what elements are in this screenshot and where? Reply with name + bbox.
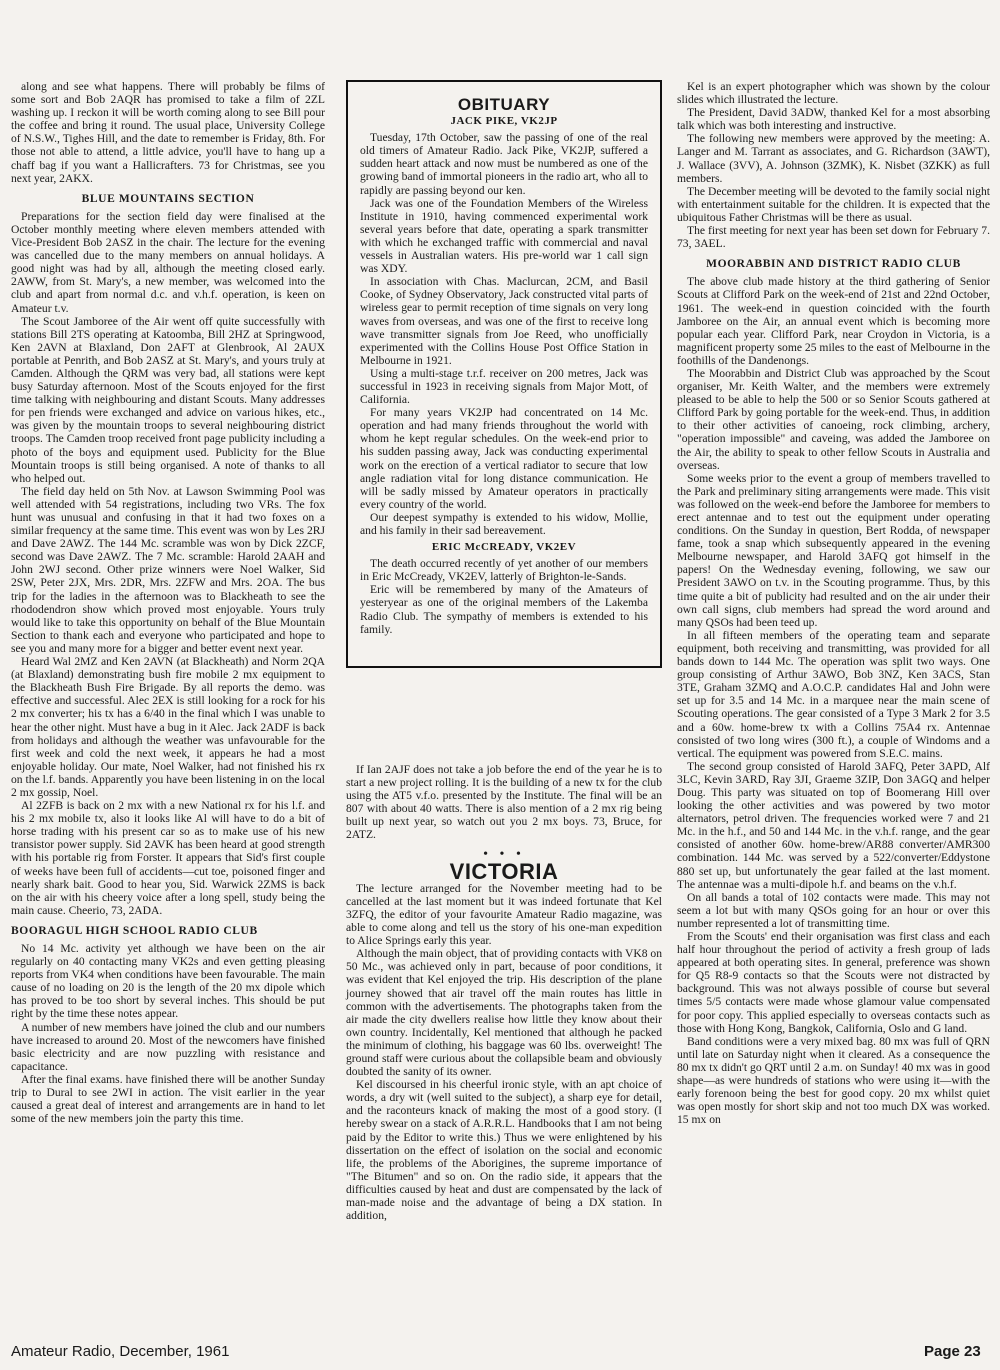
paragraph: Tuesday, 17th October, saw the passing of one of the real old timers of Amateur Radio. Jack Pike, VK2JP, suffered a sudden heart attack and now must be numbered as one of the growing band of immortal pioneers in the radio art, who all to rapidly are passing beyond our ken. xyxy=(360,131,648,197)
paragraph: The lecture arranged for the November meeting had to be cancelled at the last moment but it was indeed fortunate that Kel 3ZFQ, the editor of your favourite Amateur Radio magazine, was able to come along and tell us the story of his one-man expedition to Alice Springs early this year. xyxy=(346,881,662,948)
paragraph: For many years VK2JP had concentrated on 14 Mc. operation and had many friends throughout the world with whom he kept regular schedules. On the week-end prior to his sudden passing away, Jack was conducting experimental work on the erection of a vertical radiator to secure that low angle radiation vital for long distance communication. He will be sadly missed by Amateur operators in practically every country of the world. xyxy=(360,406,648,511)
paragraph: In all fifteen members of the operating team and separate equipment, both receiving and transmitting, was provided for all bands down to 144 Mc. The operation was split two ways. One group consisting of Arthur 3AWO, Bob 3NZ, Ken 3ACS, Stan 3TE, Graham 3ZMQ and A.O.C.P. candidates Hal and John were set up for 3.5 and 14 Mc. in a marquee near the main scene of Scouting operations. The gear consisted of a Type 3 Mark 2 for 3.5 and a 60w. home-brew tx with a Collins 75A4 rx. Antennae consisted of two long wires (300 ft.), a couple of Windoms and a vertical. The equipment was powered from S.E.C. mains. xyxy=(677,628,990,760)
paragraph: along and see what happens. There will probably be films of some sort and Bob 2AQR has promised to take a film of 2ZL washing up. I reckon it will be worth coming along to see Bill pour the coffee and bring it round. The usual place, University College of N.S.W., Tighes Hill, and the date to remember is Friday, 8th. For those not able to attend, a little advice, you'll have to hang up a chaff bag if you want a Hallicrafters. 73 for Christmas, see you next year, 2AKX. xyxy=(11,80,325,185)
paragraph: Using a multi-stage t.r.f. receiver on 200 metres, Jack was successful in 1923 in receiving signals from Major Mott, of California. xyxy=(360,366,648,407)
section-heading-victoria: VICTORIA xyxy=(449,858,559,884)
paragraph: The first meeting for next year has been set down for February 7. 73, 3AEL. xyxy=(677,224,990,251)
paragraph: Heard Wal 2MZ and Ken 2AVN (at Blackheath) and Norm 2QA (at Blaxland) demonstrating bush fire mobile 2 mx equipment to the Blackheath Bush Fire Brigade. By all reports the demo. was effective and successful. Alec 2EX is still looking for a rock for his 2 mx converter; his tx has a 6/40 in the final which I was unable to hear the other night. Must have a bug in it Alec. Jack 2ADF is back from holidays and although the weather was unfavourable for the first week and cold the next week, it appears he had a most enjoyable holiday. Our mate, Noel Walker, had not finished his rx on the l.f. bands. Apparently you have been listening in on the local 2 mx gossip, Noel. xyxy=(11,655,325,799)
paragraph: Our deepest sympathy is extended to his widow, Mollie, and his family in their sad bereavement. xyxy=(360,510,648,537)
paragraph: If Ian 2AJF does not take a job before the end of the year he is to start a new project rolling. It is the building of a new tx for the club using the AT5 v.f.o. presented by the Institute. The final will be an 807 with about 40 watts. There is also mention of a 2 mx rig being built up next year, so watch out you 2 mx boys. 73, Bruce, for 2ATZ. xyxy=(346,763,662,842)
paragraph: Kel discoursed in his cheerful ironic style, with an apt choice of words, a dry wit (well suited to the subject), a sharp eye for detail, and the raconteurs knack of making the most of a good story. (I hereby swear on a stack of A.R.R.L. Handbooks that I am not being paid by the Editor to write this.) Thus we were enlightened by his dissertation on the effect of isolation on the social and economic life, the problems of the Aborigines, the supreme importance of "The Bitumen" and so on. On the radio side, it appears that the difficulties caused by heat and dust are compensated by the lack of man-made noise and the advantage of being a DX station. In addition, xyxy=(346,1078,662,1223)
paragraph: The Moorabbin and District Club was approached by the Scout organiser, Mr. Keith Walter, and the members were extremely pleased to be able to help the 500 or so Senior Scouts gathered at Clifford Park by going portable for the week-end. Thus, in addition to their other activities of canoeing, rock climbing, archery, "operation impossible" and caveing, was added the Jamboree on the Air, the ability to speak to other fellow Scouts in Australia and overseas. xyxy=(677,366,990,472)
paragraph: After the final exams. have finished there will be another Sunday trip to Dural to see 2WI in action. The visit earlier in the year caused a great deal of interest and arrangements are in hand to let some of the new members join the party this time. xyxy=(11,1072,325,1126)
paragraph: Some weeks prior to the event a group of members travelled to the Park and preliminary siting arrangements were made. This visit was followed on the week-end before the Jamboree for members to erect antennae and to test out the equipment under operating conditions. On the Sunday in question, Bert Rodda, of newspaper fame, took a snap which subsequently appeared in the evening Melbourne newspaper, and Harold 3AFQ got himself in the papers! On the Wednesday evening, following, we saw our President 3AWO on t.v. in the Scouting programme. Thus, by this time quite a bit of publicity had resulted and on the air under their own call signs, club members had spread the word around and many QSOs had been teed up. xyxy=(677,471,990,629)
paragraph: No 14 Mc. activity yet although we have been on the air regularly on 40 contacting many VK2s and even getting pleasing reports from VK4 when conditions have been favourable. The main cause of no loading on 20 is the length of the 20 mx dipole which has proved to be too short by several inches. This should be put right by the time these notes appear. xyxy=(11,942,325,1021)
obituary-title: OBITUARY xyxy=(457,95,551,114)
paragraph: The above club made history at the third gathering of Senior Scouts at Clifford Park on the week-end of 21st and 22nd October, 1961. The week-end in question coincided with the fourth Jamboree on the Air, an annual event which is becoming more popular each year. Clifford Park, near Croydon in Victoria, is a magnificent property some 25 miles to the east of Melbourne in the foothills of the Dandenongs. xyxy=(677,275,990,367)
section-separator: • • • xyxy=(483,846,525,862)
footer-publication: Amateur Radio, December, 1961 xyxy=(11,1343,230,1360)
obituary-name: JACK PIKE, VK2JP xyxy=(450,115,558,128)
paragraph: The field day held on 5th Nov. at Lawson Swimming Pool was well attended with 54 registrations, including two VRs. The fox hunt was unusual and confusing in that it had two foxes on a similar frequency at the same time. This event was won by Les 2RJ and Dave 2AWZ. The 144 Mc. scramble was won by Dick 2ZCF, second was Dave 2AWZ. The 7 Mc. scramble: Harold 2AAH and John 2WJ second. Other prize winners were Noel Walker, Sid 2SW, Peter 2JX, Mrs. 2DR, Mrs. 2ZFW and Mrs. 2OA. The bus trip for the ladies in the afternoon was to Blackheath to see the rhododendron show which proved most enjoyable. Yours truly would like to take this opportunity on behalf of the Blue Mountain Section to thank each and everyone who participated and hope to see you and many more for a bigger and better event next year. xyxy=(11,484,325,655)
paragraph: Kel is an expert photographer which was shown by the colour slides which illustrated the lecture. xyxy=(677,80,990,107)
paragraph: Although the main object, that of providing contacts with VK8 on 50 Mc., was achieved only in part, because of poor conditions, it was evident that Kel enjoyed the trip. His description of the plane journey showed that air travel off the main routes has little in common with the advertisements. The photographs taken from the air made the city dwellers realise how little they know about their own country. Incidentally, Kel mentioned that although he packed the minimum of clothing, his baggage was 60 lbs. overweight! The ground staff were curious about the collapsible beam and obviously doubted the sanity of its owner. xyxy=(346,947,663,1079)
paragraph: The following new members were approved by the meeting: A. Langer and M. Tarrant as associates, and G. Richardson (3AWT), J. Wallace (3VV), A. Johnson (3ZMK), K. Nisbet (3ZKK) as full members. xyxy=(677,132,990,185)
paragraph: The death occurred recently of yet another of our members in Eric McCready, VK2EV, latterly of Brighton-le-Sands. xyxy=(360,557,648,584)
paragraph: Preparations for the section field day were finalised at the October monthly meeting where eleven members attended with Vice-President Bob 2ASZ in the chair. The lecture for the evening was cancelled due to the many members on annual holidays. A good night was had by all, although the meeting closed early. 2AWW, from St. Mary's, a new member, was welcomed into the club and apart from normal d.c. and v.h.f. operation, is keen on Amateur t.v. xyxy=(11,209,325,315)
paragraph: Jack was one of the Foundation Members of the Wireless Institute in 1910, having commenced experimental work several years before that date, operating a spark transmitter with which he exchanged traffic with commercial and naval vessels in Australian waters. His pre-world war 1 call sign was XDY. xyxy=(360,196,648,276)
column-middle-lower xyxy=(346,763,662,1222)
paragraph: A number of new members have joined the club and our numbers have increased to around 20. Most of the newcomers have finished basic electricity and are now puzzling with resistance and capacitance. xyxy=(11,1020,325,1073)
paragraph: The Scout Jamboree of the Air went off quite successfully with stations Bill 2TS operating at Katoomba, Bill 2HZ at Springwood, Ken 2AVN at Blaxland, Don 2AFT at Glenbrook, Al 2AUX portable at Penrith, and Bob 2ASZ at St. Mary's, and yours truly at Camden. Although the QRM was very bad, all stations were kept busy Saturday afternoon. Most of the Scouts enjoyed for the first time talking with neighbouring and distant Scouts. Many addresses for pen friends were exchanged and advice on various hikes, etc., was given by the mountain troops to several neighbouring district troops. The Camden troop received front page publicity including a photo of the boys and equipment used. Publicity for the Blue Mountain troops is still being organised. A note of thanks to all who helped out. xyxy=(11,314,325,485)
paragraph: The President, David 3ADW, thanked Kel for a most absorbing talk which was both interesting and instructive. xyxy=(677,106,990,133)
section-heading-booragul: BOORAGUL HIGH SCHOOL RADIO CLUB xyxy=(11,924,258,937)
obituary-name: ERIC McCREADY, VK2EV xyxy=(431,541,577,554)
paragraph: Eric will be remembered by many of the Amateurs of yesteryear as one of the original members of the Lakemba Radio Club. The sympathy of members is extended to his family. xyxy=(360,583,648,636)
paragraph: On all bands a total of 102 contacts were made. This may not seem a lot but with many QSOs going for an hour or over this number represented a lot of transmitting time. xyxy=(677,890,990,930)
paragraph: Al 2ZFB is back on 2 mx with a new National rx for his l.f. and his 2 mx mobile tx, also it looks like Al will have to do a bit of horse trading with his present car so as to make use of his new transistor power supply. Sid 2AVK has been heard at good strength with his portable rig from Forster. It appears that Sid's first couple of weeks have been full of accidents—cut toe, poisoned finger and nearly shark bait. Good to hear you, Sid. Warwick 2ZMS is back on the air with his cheery voice after a long spell, study being the main cause. Cheerio, 73, 2ADA. xyxy=(11,799,325,917)
section-heading-moorabbin: MOORABBIN AND DISTRICT RADIO CLUB xyxy=(706,258,961,271)
column-left xyxy=(11,80,325,1125)
paragraph: The December meeting will be devoted to the family social night with entertainment suitable for the children. It is expected that the ubiquitous Father Christmas will be there as usual. xyxy=(677,184,990,224)
page-number: Page 23 xyxy=(924,1343,981,1360)
paragraph: In association with Chas. Maclurcan, 2CM, and Basil Cooke, of Sydney Observatory, Jack constructed vital parts of wireless gear to permit reception of time signals on very long waves from overseas, and was one of the first to receive long wave transmitter signals from Joe Reed, who unofficially experimented with the Collins House Post Office Station in Melbourne in 1921. xyxy=(360,275,648,367)
obituary-box xyxy=(346,80,662,668)
paragraph: The second group consisted of Harold 3AFQ, Peter 3APD, Alf 3LC, Kevin 3ARD, Ray 3JI, Graeme 3ZIP, Don 3AGQ and helper Doug. This party was situated on top of Boomerang Hill over looking the other activities and was powered by two motor alternators, petrol driven. The frequencies worked were 7 and 21 Mc. in the h.f., and 50 and 144 Mc. in the v.h.f. range, and the gear consisted of another 60w. home-brew/AR88 converter/AMR300 combination. 144 Mc. was served by a 522/converter/Eddystone 880 set up, but unfortunately the gear failed at the last moment. The antennae was a multi-dipole h.f. and beams on the v.h.f. xyxy=(677,759,990,891)
paragraph: From the Scouts' end their organisation was first class and each half hour throughout the period of activity a fresh group of lads appeared at both operating sites. In general, preference was shown for Q5 R8-9 contacts so that the Scouts were not distracted by background. This was not always possible of course but several times 5/5 contacts were made whose glamour value compensated for poor copy. This applied especially to overseas contacts such as those with Hong Kong, Bangkok, California, Oslo and G land. xyxy=(677,930,990,1035)
paragraph: Band conditions were a very mixed bag. 80 mx was full of QRN until late on Saturday night when it cleared. As a consequence the 80 mx tx didn't go QRT until 2 a.m. on Sunday! 40 mx was in good shape—as were hundreds of stations who were using it—with the early forenoon being the best for good copy. 20 mx whilst quiet was open mostly for short skip and not too much DX was worked. 15 mx on xyxy=(677,1034,990,1127)
column-right xyxy=(677,80,990,1126)
section-heading-blue-mountains: BLUE MOUNTAINS SECTION xyxy=(81,192,255,205)
column-middle xyxy=(346,80,663,1223)
